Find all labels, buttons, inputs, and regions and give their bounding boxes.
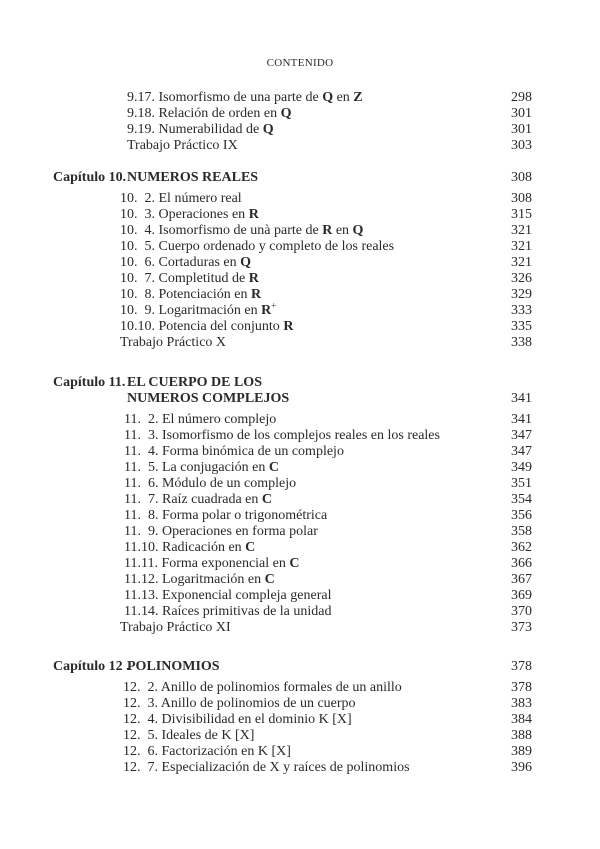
entry-title-part: R [283,319,294,334]
entry-title-part: Potenciación en [158,287,252,302]
entry-number: 10. 6. [120,255,155,270]
entry-title-part: La conjugación en [161,460,269,475]
toc-entry [0,287,600,303]
entry-page-number: 373 [511,620,532,635]
entry-number: 10. 4. [120,223,155,238]
page-header: CONTENIDO [266,57,334,69]
entry-title-part: Forma exponencial en [161,556,290,571]
entry-number: 11. 6. [124,476,159,491]
entry-title-part: Anillo de polinomios formales de un anillo [160,680,402,695]
entry-title-part: Factorización en K [X] [161,744,291,759]
entry-number: 12. 7. [123,760,158,775]
entry-number: 12. 4. [123,712,158,727]
toc-entry [0,744,600,760]
entry-title-part: Operaciones en [158,207,249,222]
chapter-heading [0,391,600,407]
entry-text [127,122,274,138]
entry-title-part: Relación de orden en [158,106,281,121]
entry-number: 11. 5. [124,460,159,475]
entry-text [120,191,242,207]
entry-number: 12. 2. [123,680,158,695]
toc-entry [0,728,600,744]
entry-page-number: 326 [511,271,532,286]
entry-number: 11. 4. [124,444,159,459]
section-chapter-9-end [0,90,600,154]
toc-entry [0,588,600,604]
entry-page-number: 367 [511,572,532,587]
entry-title-part: Exponencial compleja general [161,588,332,603]
toc-entry [0,460,600,476]
entry-text [120,319,293,335]
entry-page-number: 338 [511,335,532,350]
toc-entry [0,319,600,335]
chapter-label: Capítulo 10. [53,170,127,185]
entry-number: 10. 8. [120,287,155,302]
toc-entry [0,492,600,508]
toc-entry [0,620,600,636]
entry-title-part: Logaritmación en [161,572,265,587]
entry-title-part: Q [322,90,334,105]
entry-number: 9.17. [127,90,155,105]
entry-number: 10. 3. [120,207,155,222]
toc-entry [0,476,600,492]
entry-page-number: 396 [511,760,532,775]
entry-title-part: Trabajo Práctico X [120,335,227,350]
entry-text [123,712,352,728]
entry-title-part: Forma polar o trigonométrica [161,508,328,523]
entry-number: 10. 7. [120,271,155,286]
entry-title-part: Forma binómica de un complejo [161,444,344,459]
entry-title-part: Logaritmación en [158,303,262,318]
toc-entry [0,508,600,524]
entry-title-part: R [248,271,259,286]
entry-title-part: en [333,90,354,105]
entry-page-number: 301 [511,106,532,121]
entry-title-part: Completitud de [158,271,249,286]
entry-title-part: Isomorfismo de unà parte de [158,223,323,238]
entry-text [124,460,279,476]
entry-number: 10. 2. [120,191,155,206]
entry-text [123,728,254,744]
entry-title-part: Potencia del conjunto [158,319,284,334]
entry-text [124,604,332,620]
entry-title-part: R [322,223,333,238]
toc-entry [0,207,600,223]
toc-entry [0,300,600,319]
entry-page-number: 378 [511,680,532,695]
entry-title-part: Raíz cuadrada en [161,492,262,507]
entry-page-number: 349 [511,460,532,475]
entry-text [120,239,394,255]
entry-number: 11.12. [124,572,159,587]
entry-text [123,744,291,760]
toc-entry [0,572,600,588]
entry-text [127,106,291,122]
chapter-title: POLINOMIOS [127,659,220,674]
entry-title-part: Numerabilidad de [158,122,263,137]
entry-title-part: Módulo de un complejo [161,476,297,491]
entry-page-number: 321 [511,223,532,238]
entry-title-part: Operaciones en forma polar [161,524,318,539]
entry-title-part: C [261,492,272,507]
entry-title-part: Radicación en [161,540,246,555]
entry-text [127,138,238,154]
toc-entry [0,428,600,444]
chapter-title: EL CUERPO DE LOS [127,375,262,390]
entry-page-number: 301 [511,122,532,137]
entry-text [123,696,356,712]
entry-number: 9.18. [127,106,155,121]
entry-title-part: Q [262,122,274,137]
toc-entry [0,335,600,351]
entry-title-part: Ideales de K [X] [161,728,255,743]
entry-page-number: 303 [511,138,532,153]
entry-number: 11.11. [124,556,158,571]
chapter-page-number: 341 [511,391,532,406]
entry-page-number: 370 [511,604,532,619]
entry-title-part: C [245,540,256,555]
toc-entry [0,524,600,540]
entry-text [127,90,363,106]
entry-title-part: El número complejo [161,412,277,427]
entry-page-number: 366 [511,556,532,571]
entry-text [124,588,331,604]
entry-page-number: 315 [511,207,532,222]
toc-entry [0,90,600,106]
entry-page-number: 384 [511,712,532,727]
entry-page-number: 333 [511,303,532,318]
toc-entry [0,760,600,776]
toc-entry [0,444,600,460]
entry-title-part: + [271,300,277,311]
entry-number: 10.10. [120,319,155,334]
toc-entry [0,540,600,556]
entry-number: 11.13. [124,588,159,603]
entry-text [124,444,344,460]
entry-text [124,428,440,444]
entry-title-part: Divisibilidad en el dominio K [X] [161,712,352,727]
entry-text [120,207,259,223]
entry-page-number: 362 [511,540,532,555]
entry-page-number: 388 [511,728,532,743]
entry-page-number: 354 [511,492,532,507]
entry-text [120,335,226,351]
toc-entry [0,239,600,255]
entry-text [120,255,251,271]
chapter-title: NUMEROS REALES [127,170,259,185]
entry-page-number: 389 [511,744,532,759]
entry-title-part: C [289,556,300,571]
section-chapter-11 [0,375,600,636]
entry-page-number: 369 [511,588,532,603]
entry-number: 11. 7. [124,492,159,507]
entry-page-number: 358 [511,524,532,539]
entry-title-part: C [264,572,275,587]
toc-entry [0,122,600,138]
chapter-label: Capítulo 12 . [53,659,130,674]
entry-text [124,412,276,428]
entry-text [124,540,255,556]
entry-page-number: 321 [511,239,532,254]
entry-number: 12. 3. [123,696,158,711]
section-chapter-10 [0,170,600,351]
chapter-heading [0,659,600,675]
entry-page-number: 321 [511,255,532,270]
entry-title-part: Q [280,106,292,121]
chapter-page-number: 308 [511,170,532,185]
section-chapter-12 [0,659,600,776]
toc-entry [0,556,600,572]
chapter-label: Capítulo 11. [53,375,126,390]
entry-title-part: Isomorfismo de los complejos reales en los reales [161,428,440,443]
entry-title-part: Cuerpo ordenado y completo de los reales [158,239,395,254]
entry-title-part: Anillo de polinomios de un cuerpo [160,696,356,711]
toc-entry [0,191,600,207]
entry-title-part: Cortaduras en [158,255,241,270]
toc-entry [0,271,600,287]
entry-page-number: 298 [511,90,532,105]
chapter-heading [0,375,600,391]
entry-text [124,556,300,572]
entry-number: 11.14. [124,604,159,619]
entry-number: 11. 2. [124,412,159,427]
toc-entry [0,712,600,728]
entry-title-part: Trabajo Práctico XI [120,620,231,635]
entry-number: 12. 5. [123,728,158,743]
entry-title-part: R [261,303,272,318]
entry-number: 10. 5. [120,239,155,254]
toc-entry [0,223,600,239]
entry-title-part: Isomorfismo de una parte de [158,90,323,105]
entry-page-number: 341 [511,412,532,427]
toc-entry [0,680,600,696]
entry-text [123,680,402,696]
toc-entry [0,696,600,712]
entry-text [120,223,363,239]
chapter-title: NUMEROS COMPLEJOS [127,391,290,406]
chapter-heading [0,170,600,186]
entry-number: 10. 9. [120,303,155,318]
toc-entry [0,138,600,154]
chapter-page-number: 378 [511,659,532,674]
entry-number: 11.10. [124,540,159,555]
entry-text [124,508,327,524]
entry-text [124,476,296,492]
toc-entry [0,412,600,428]
entry-text [124,492,272,508]
toc-entry [0,255,600,271]
entry-page-number: 308 [511,191,532,206]
entry-text [124,524,318,540]
entry-title-part: R [248,207,259,222]
entry-number: 9.19. [127,122,155,137]
entry-number: 11. 8. [124,508,159,523]
entry-page-number: 347 [511,428,532,443]
entry-number: 11. 9. [124,524,159,539]
toc-entry [0,604,600,620]
entry-title-part: en [332,223,353,238]
entry-title-part: El número real [158,191,242,206]
entry-page-number: 383 [511,696,532,711]
entry-text [123,760,410,776]
entry-title-part: Especialización de X y raíces de polinomios [161,760,410,775]
entry-number: 11. 3. [124,428,159,443]
entry-title-part: C [268,460,280,475]
entry-text [120,300,277,319]
entry-title-part: Q [352,223,364,238]
entry-page-number: 329 [511,287,532,302]
entry-text [120,620,231,636]
entry-title-part: Z [353,90,363,105]
entry-text [120,271,259,287]
entry-page-number: 335 [511,319,532,334]
toc-entry [0,106,600,122]
entry-title-part: R [251,287,262,302]
entry-title-part: Q [240,255,252,270]
entry-page-number: 347 [511,444,532,459]
entry-number: 12. 6. [123,744,158,759]
entry-page-number: 356 [511,508,532,523]
entry-title-part: Trabajo Práctico IX [127,138,238,153]
entry-text [124,572,275,588]
entry-page-number: 351 [511,476,532,491]
entry-text [120,287,261,303]
entry-title-part: Raíces primitivas de la unidad [161,604,332,619]
